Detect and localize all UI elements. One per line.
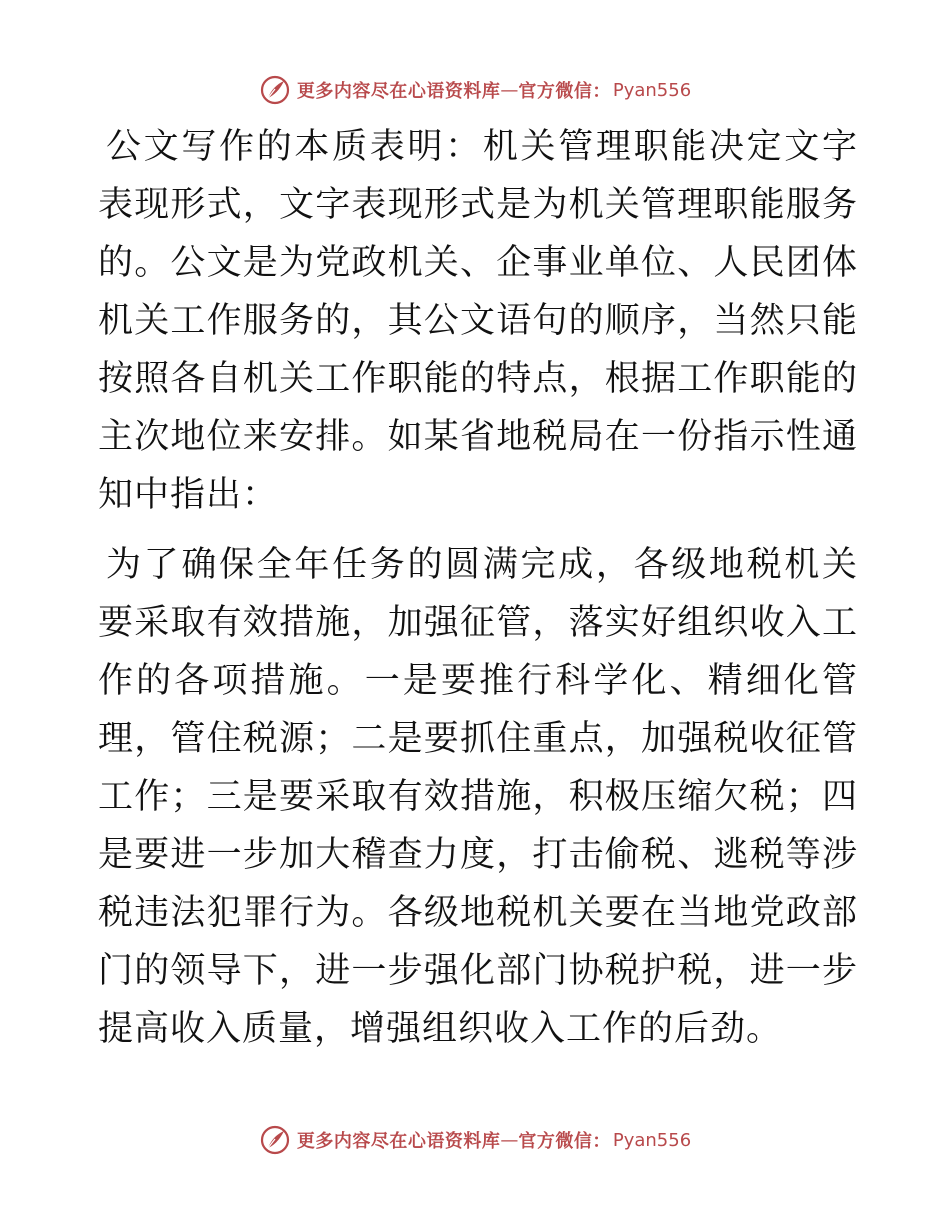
header-banner xyxy=(0,70,950,110)
paragraph-2: 为了确保全年任务的圆满完成，各级地税机关要采取有效措施，加强征管，落实好组织收入工作的各项措施。一是要推行科学化、精细化管理，管住税源；二是要抓住重点，加强税收征管工作；三是要采取有效措施，积极压缩欠税；四是要进一步加大稽查力度，打击偷税、逃税等涉税违法犯罪行为。各级地税机关要在当地党政部门的领导下，进一步强化部门协税护税，进一步提高收入质量，增强组织收入工作的后劲。 xyxy=(98,545,858,1049)
document-body xyxy=(98,118,858,1058)
paragraph-1: 公文写作的本质表明：机关管理职能决定文字表现形式，文字表现形式是为机关管理职能服务的。公文是为党政机关、企事业单位、人民团体机关工作服务的，其公文语句的顺序，当然只能按照各自机关工作职能的特点，根据工作职能的主次地位来安排。如某省地税局在一份指示性通知中指出： xyxy=(98,127,858,515)
feather-pen-logo-icon xyxy=(259,74,291,106)
footer-banner xyxy=(0,1120,950,1160)
banner-wechat-id: Pyan556 xyxy=(612,1129,692,1151)
feather-pen-logo-icon xyxy=(259,1124,291,1156)
banner-separator: — xyxy=(500,1129,519,1151)
banner-separator: — xyxy=(500,79,519,101)
banner-main-text: 更多内容尽在心语资料库 xyxy=(296,81,501,102)
banner-official-label: 官方微信： xyxy=(518,81,611,102)
banner-official-label: 官方微信： xyxy=(518,1131,611,1152)
banner-wechat-id: Pyan556 xyxy=(612,79,692,101)
banner-main-text: 更多内容尽在心语资料库 xyxy=(296,1131,501,1152)
